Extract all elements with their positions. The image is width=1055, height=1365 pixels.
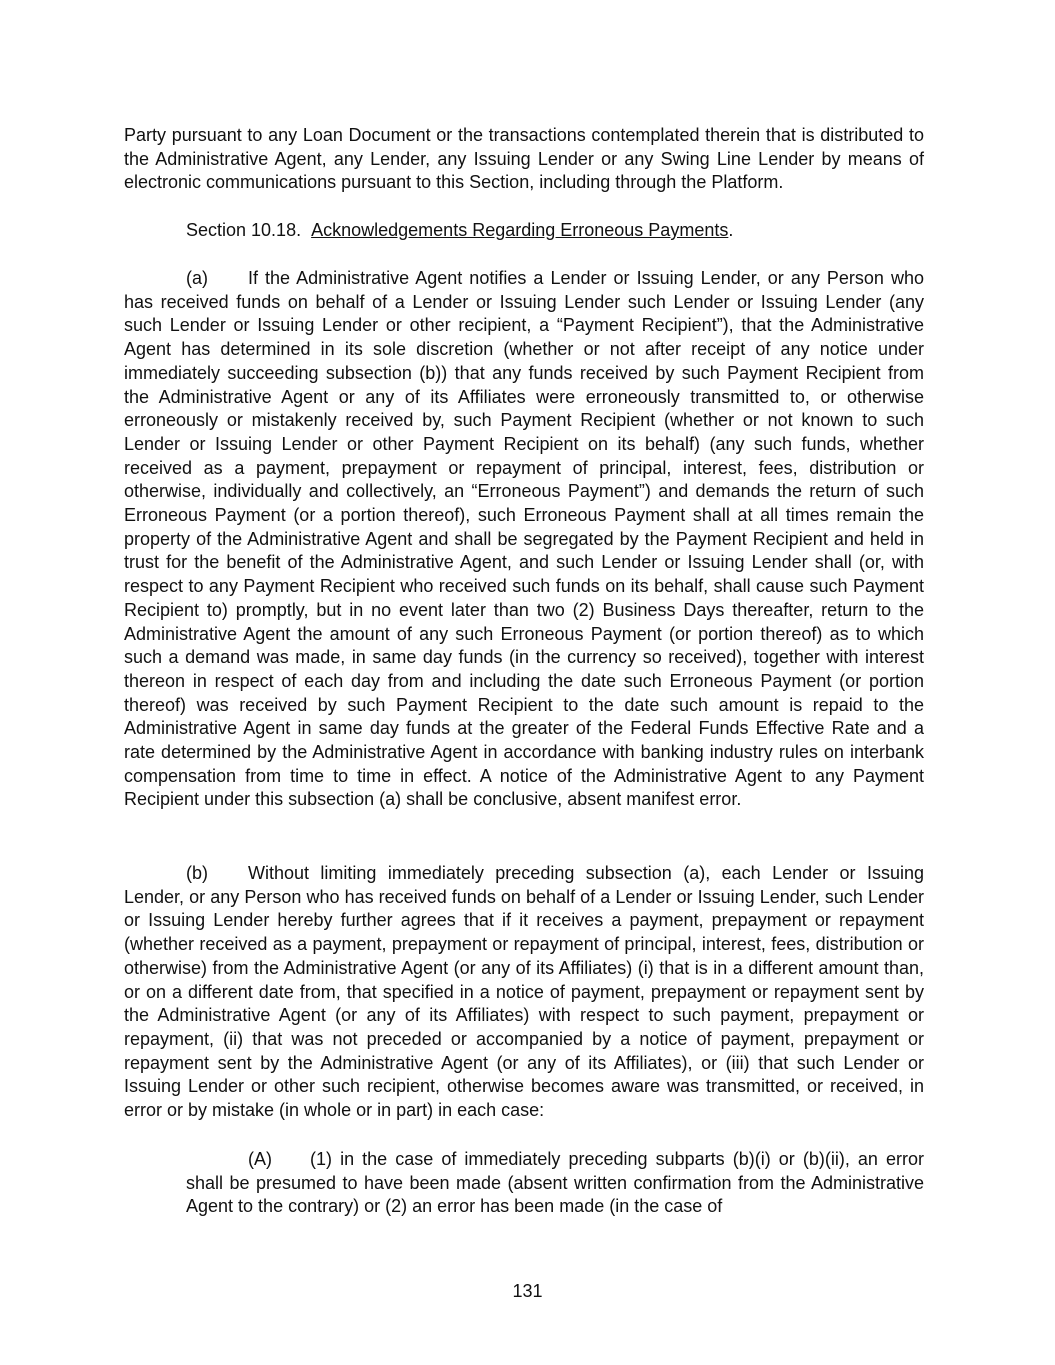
intro-paragraph: Party pursuant to any Loan Document or the transactions contemplated therein that is distributed to the Administrative Agent, any Lender, any Issuing Lender or any Swing Line Lender by means of electronic communications pursuant to this Section, including through the Platform. — [124, 125, 924, 193]
section-heading — [186, 219, 733, 243]
paragraph-b-text: Without limiting immediately preceding subsection (a), each Lender or Issuing Lender, or any Person who has received funds on behalf of a Lender or Issuing Lender, such Lender or Issuing Lender hereby further agrees that if it receives a payment, prepayment or repayment (whether received as a payment, prepayment or repayment of principal, interest, fees, distribution or otherwise) from the Administrative Agent (or any of its Affiliates) (i) that is in a different amount than, or on a different date from, that specified in a notice of payment, prepayment or repayment sent by the Administrative Agent (or any of its Affiliates) with respect to such payment, prepayment or repayment, (ii) that was not preceded or accompanied by a notice of payment, prepayment or repayment sent by the Administrative Agent (or any of its Affiliates), or (iii) that such Lender or Issuing Lender or other such recipient, otherwise becomes aware was transmitted, or received, in error or by mistake (in whole or in part) in each case: — [124, 863, 924, 1121]
paragraph-a-text: If the Administrative Agent notifies a Lender or Issuing Lender, or any Person who has received funds on behalf of a Lender or Issuing Lender such Lender or Issuing Lender (any such Lender or Issuing Lender or other recipient, a “Payment Recipient”), that the Administrative Agent has determined in its sole discretion (whether or not after receipt of any notice under immediately succeeding subsection (b)) that any funds received by such Payment Recipient from the Administrative Agent or any of its Affiliates were erroneously transmitted to, or otherwise erroneously or mistakenly received by, such Payment Recipient (whether or not known to such Lender or Issuing Lender or other Payment Recipient on its behalf) (any such funds, whether received as a payment, prepayment or repayment of principal, interest, fees, distribution or otherwise, individually and collectively, an “Erroneous Payment”) and demands the return of such Erroneous Payment (or a portion thereof), such Erroneous Payment shall at all times remain the property of the Administrative Agent and shall be segregated by the Payment Recipient and held in trust for the benefit of the Administrative Agent, and such Lender or Issuing Lender shall (or, with respect to any Payment Recipient who received such funds on its behalf, shall cause such Payment Recipient to) promptly, but in no event later than two (2) Business Days thereafter, return to the Administrative Agent the amount of any such Erroneous Payment (or portion thereof) as to which such a demand was made, in same day funds (in the currency so received), together with interest thereon in respect of each day from and including the date such Erroneous Payment (or portion thereof) was received by such Payment Recipient to the date such amount is repaid to the Administrative Agent in same day funds at the greater of the Federal Funds Effective Rate and a rate determined by the Administrative Agent in accordance with banking industry rules on interbank compensation from time to time in effect. A notice of the Administrative Agent to any Payment Recipient under this subsection (a) shall be conclusive, absent manifest error. — [124, 268, 924, 810]
paragraph-a — [124, 267, 924, 812]
paragraph-b — [124, 862, 924, 1123]
paragraph-a-label: (a) — [186, 268, 208, 288]
page-number: 131 — [512, 1281, 543, 1301]
subparagraph-A-text: (1) in the case of immediately preceding subparts (b)(i) or (b)(ii), an error shall be presumed to have been made (absent written confirmation from the Administrative Agent to the contrary) or (2) an error has been made (in the case of — [186, 1149, 924, 1217]
paragraph-b-label: (b) — [186, 863, 208, 883]
section-title-period: . — [728, 220, 734, 240]
subparagraph-A-label: (A) — [248, 1149, 272, 1169]
subparagraph-A — [186, 1148, 924, 1219]
section-number: Section 10.18. — [186, 220, 302, 240]
section-title: Acknowledgements Regarding Erroneous Payments — [311, 220, 729, 240]
